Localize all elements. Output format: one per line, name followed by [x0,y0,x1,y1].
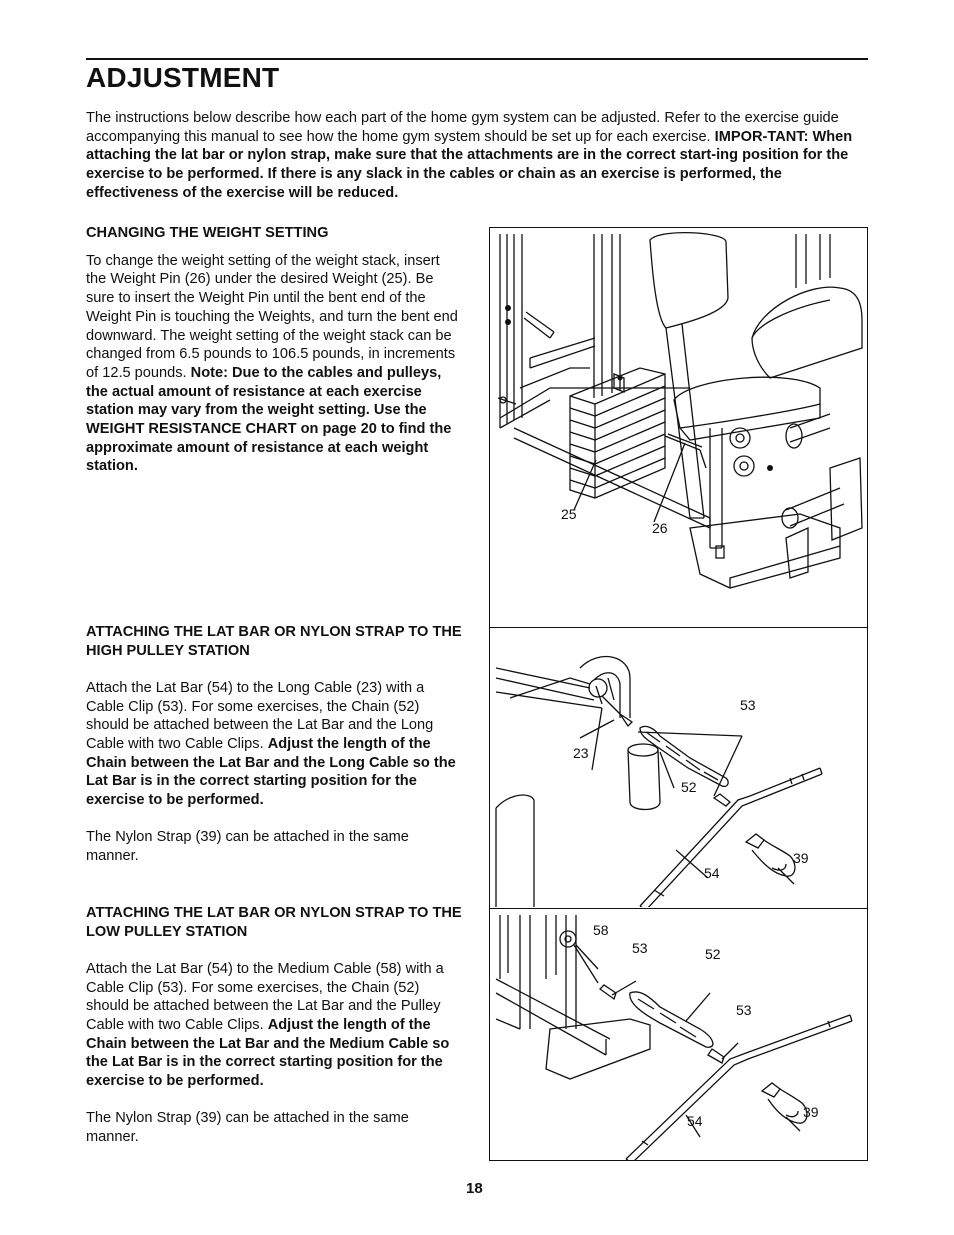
low-pulley-adjust: Adjust the length of the Chain between the Lat Bar and the Medium Cable so the Lat Bar is in the correct starting position for the exercise to be performed. [86,1017,450,1090]
part-label-26: 26 [652,520,668,536]
low-pulley-strap: The Nylon Strap (39) can be attached in the same manner. [86,1110,409,1146]
weight-setting-heading: CHANGING THE WEIGHT SETTING [86,225,329,241]
part-label-52: 52 [681,779,697,795]
part-label-39: 39 [793,850,809,866]
weight-setting-section [86,224,464,476]
low-pulley-text: Attach the Lat Bar (54) to the Medium Cable (58) with a Cable Clip (53). For some exercises, the Chain (52) should be attached between the Lat Bar and the Pulley Cable with two Cable Clips. [86,960,444,1034]
high-pulley-text: Attach the Lat Bar (54) to the Long Cable (23) with a Cable Clip (53). For some exercises, the Chain (52) should be attached between the Lat Bar and the Long Cable with two Cable Clips. [86,679,434,753]
low-pulley-section [86,904,464,1147]
high-pulley-section [86,623,464,866]
part-label-53: 53 [740,697,756,713]
high-pulley-strap: The Nylon Strap (39) can be attached in the same manner. [86,829,409,865]
part-label-53: 53 [632,940,648,956]
low-pulley-figure [490,909,867,1160]
part-label-52: 52 [705,946,721,962]
weight-setting-note: Note: Due to the cables and pulleys, the actual amount of resistance at each exercise station may vary from the weight setting. Use the WEIGHT RESISTANCE CHART on page 20 to find the approximate amount of resistance at each weight station. [86,364,452,475]
page-number: 18 [466,1180,483,1197]
part-label-58: 58 [593,922,609,938]
high-pulley-heading: ATTACHING THE LAT BAR OR NYLON STRAP TO THE HIGH PULLEY STATION [86,624,462,659]
weight-stack-drawing [490,228,867,626]
high-pulley-adjust: Adjust the length of the Chain between the Lat Bar and the Long Cable so the Lat Bar is in the correct starting position for the exercise to be performed. [86,736,456,809]
high-pulley-figure [490,628,867,907]
weight-stack-figure [490,228,867,626]
header-rule [86,58,868,60]
high-pulley-drawing [490,628,867,907]
intro-text: The instructions below describe how each part of the home gym system can be adjusted. Refer to the exercise guide accompanying this manual to see how the home gym system should be set up for each exercise. [86,110,839,145]
weight-setting-body [86,252,464,476]
intro-important: IMPOR-TANT: When attaching the lat bar or nylon strap, make sure that the attachments are in the correct start-ing position for the exercise to be performed. If there is any slack in the cables or chain as an exercise is performed, the effectiveness of the exercise will be reduced. [86,128,853,201]
low-pulley-drawing [490,909,867,1160]
low-pulley-heading: ATTACHING THE LAT BAR OR NYLON STRAP TO THE LOW PULLEY STATION [86,905,462,940]
part-label-54: 54 [687,1113,703,1129]
part-label-23: 23 [573,745,589,761]
low-pulley-body [86,960,464,1091]
part-label-54: 54 [704,865,720,881]
figure-panel [489,227,868,1161]
page-title: ADJUSTMENT [86,62,280,93]
part-label-39: 39 [803,1104,819,1120]
part-label-53: 53 [736,1002,752,1018]
part-label-25: 25 [561,506,577,522]
intro-paragraph [86,109,870,203]
weight-setting-text: To change the weight setting of the weight stack, insert the Weight Pin (26) under the desired Weight (25). Be sure to insert the Weight Pin until the bent end of the Weight Pin is touching the Weights, and turn the bent end downward. The weight setting of the weight stack can be changed from 6.5 pounds to 106.5 pounds, in increments of 12.5 pounds. [86,252,458,381]
high-pulley-body [86,679,464,810]
